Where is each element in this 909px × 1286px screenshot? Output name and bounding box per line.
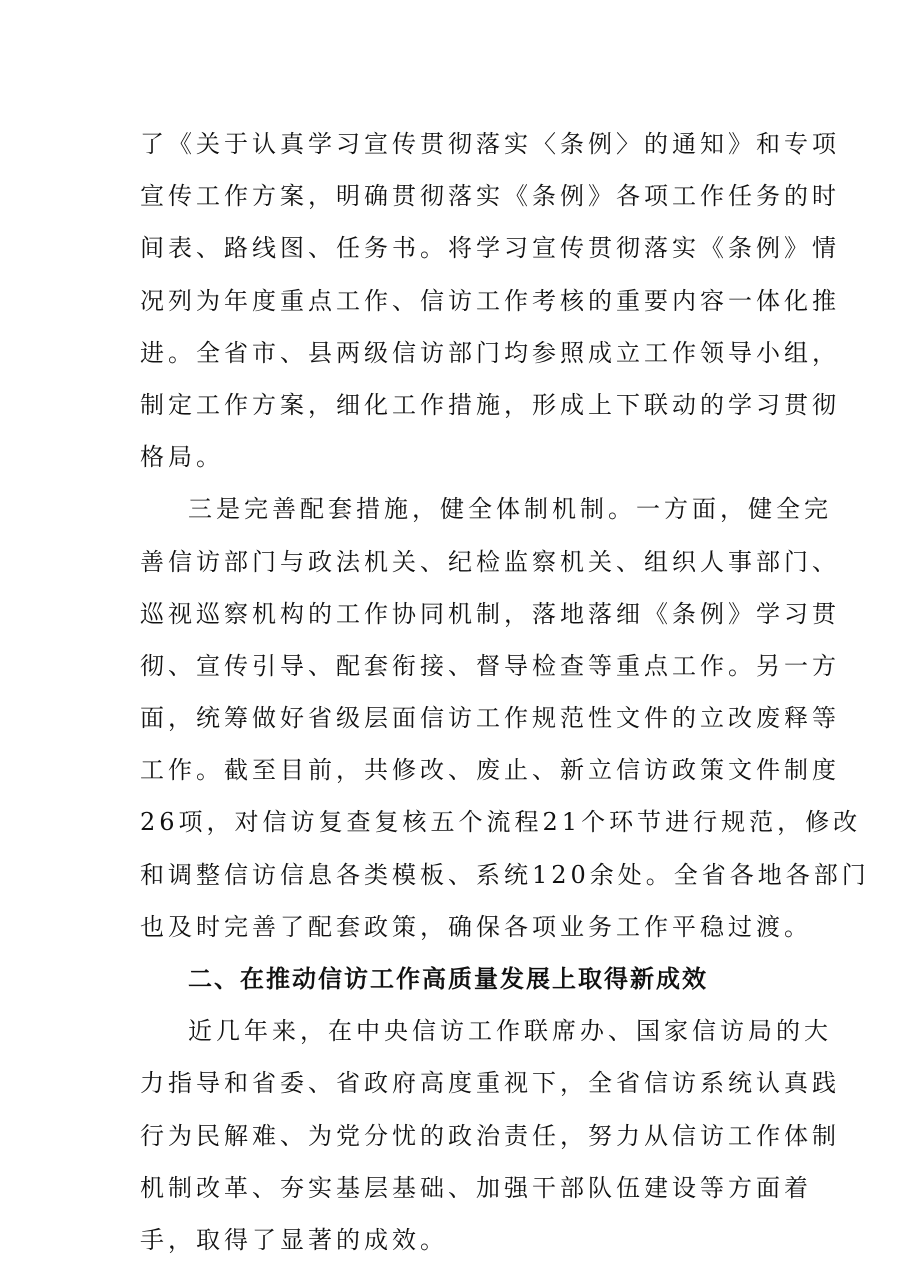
paragraph-2-line-2: 善信访部门与政法机关、纪检监察机关、组织人事部门、	[140, 547, 840, 576]
paragraph-2-line-3: 巡视巡察机构的工作协同机制，落地落细《条例》学习贯	[140, 599, 840, 628]
paragraph-1-line-4: 况列为年度重点工作、信访工作考核的重要内容一体化推	[140, 286, 840, 315]
paragraph-3-line-2: 力指导和省委、省政府高度重视下，全省信访系统认真践	[140, 1069, 840, 1098]
paragraph-3-line-5: 手，取得了显著的成效。	[140, 1225, 448, 1254]
paragraph-2-line-9: 也及时完善了配套政策，确保各项业务工作平稳过渡。	[140, 912, 812, 941]
paragraph-2-line-6: 工作。截至目前，共修改、废止、新立信访政策文件制度	[140, 756, 840, 785]
paragraph-2-line-8: 和调整信访信息各类模板、系统120余处。全省各地各部门	[140, 860, 870, 889]
paragraph-1-line-5: 进。全省市、县两级信访部门均参照成立工作领导小组，	[140, 338, 840, 367]
paragraph-1-line-6: 制定工作方案，细化工作措施，形成上下联动的学习贯彻	[140, 390, 840, 419]
paragraph-1-line-1: 了《关于认真学习宣传贯彻落实〈条例〉的通知》和专项	[140, 130, 840, 158]
paragraph-1-line-7: 格局。	[140, 443, 224, 472]
paragraph-2-line-4: 彻、宣传引导、配套衔接、督导检查等重点工作。另一方	[140, 651, 840, 680]
paragraph-2-line-5: 面，统筹做好省级层面信访工作规范性文件的立改废释等	[140, 704, 840, 733]
paragraph-1-line-2: 宣传工作方案，明确贯彻落实《条例》各项工作任务的时	[140, 182, 840, 211]
paragraph-3-line-3: 行为民解难、为党分忧的政治责任，努力从信访工作体制	[140, 1121, 840, 1150]
paragraph-2-line-7: 26项，对信访复查复核五个流程21个环节进行规范，修改	[140, 808, 862, 837]
section-heading: 二、在推动信访工作高质量发展上取得新成效	[188, 965, 708, 993]
paragraph-1-line-3: 间表、路线图、任务书。将学习宣传贯彻落实《条例》情	[140, 234, 840, 263]
paragraph-2-line-1: 三是完善配套措施，健全体制机制。一方面，健全完	[188, 495, 832, 524]
paragraph-3-line-4: 机制改革、夯实基层基础、加强干部队伍建设等方面着	[140, 1173, 812, 1202]
paragraph-3-line-1: 近几年来，在中央信访工作联席办、国家信访局的大	[188, 1017, 832, 1046]
document-body	[140, 118, 870, 1266]
